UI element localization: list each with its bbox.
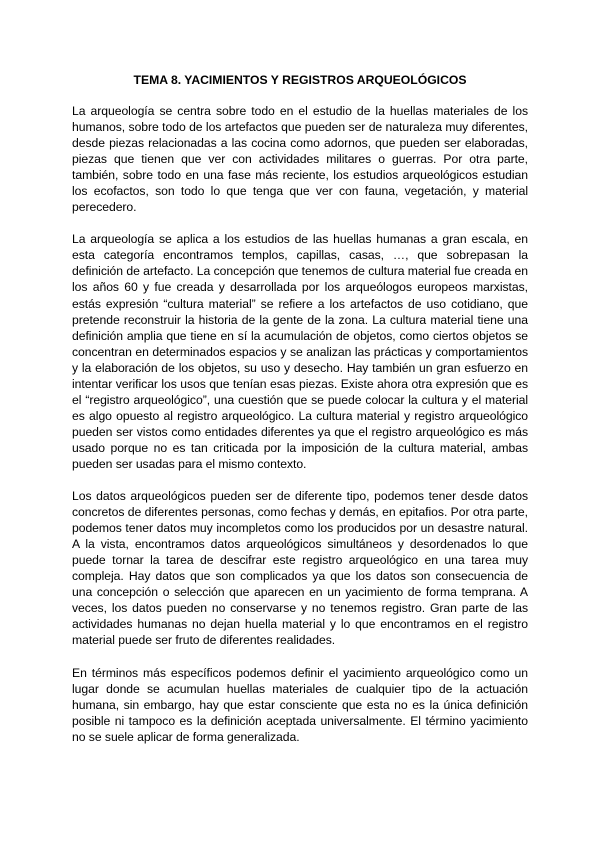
paragraph-3: Los datos arqueológicos pueden ser de diferente tipo, podemos tener desde datos concretos de diferentes personas, como fechas y demás, en epitafios. Por otra parte, podemos tener datos muy incompletos como los producidos por un desastre natural. A la vista, encontramos datos arqueológicos simultáneos y desordenados lo que puede tornar la tarea de descifrar este registro arqueológico en una tarea muy compleja. Hay datos que son complicados ya que los datos son consecuencia de una concepción o selección que aparecen en un yacimiento de forma temprana. A veces, los datos pueden no conservarse y no tenemos registro. Gran parte de las actividades humanas no dejan huella material y lo que encontramos en el registro material puede ser fruto de diferentes realidades.	[72, 489, 528, 648]
paragraph-4: En términos más específicos podemos definir el yacimiento arqueológico como un lugar donde se acumulan huellas materiales de cualquier tipo de la actuación humana, sin embargo, hay que estar consciente que esta no es la única definición posible ni tampoco es la definición aceptada universalmente. El término yacimiento no se suele aplicar de forma generalizada.	[72, 665, 528, 744]
document-title: TEMA 8. YACIMIENTOS Y REGISTROS ARQUEOLÓGICOS	[133, 73, 467, 87]
paragraph-2: La arqueología se aplica a los estudios de las huellas humanas a gran escala, en esta categoría encontramos templos, capillas, casas, …, que sobrepasan la definición de artefacto. La concepción que tenemos de cultura material fue creada en los años 60 y fue creada y desarrollada por los arqueólogos europeos marxistas, estás expresión “cultura material” se refiere a los artefactos de uso cotidiano, que pretende reconstruir la historia de la gente de la zona. La cultura material tiene una definición amplia que tiene en sí la acumulación de objetos, como ciertos objetos se concentran en determinados espacios y se analizan las prácticas y comportamientos y la elaboración de los objetos, su uso y desecho. Hay también un gran esfuerzo en intentar verificar los usos que tenían esas piezas. Existe ahora otra expresión que es el “registro arqueológico”, una cuestión que se puede colocar la cultura y el material es algo opuesto al registro arqueológico. La cultura material y registro arqueológico pueden ser vistos como entidades diferentes ya que el registro arqueológico es más usado porque no es tan criticada por la imposición de la cultura material, ambas pueden ser usadas para el mismo contexto.	[72, 232, 528, 471]
paragraph-1: La arqueología se centra sobre todo en el estudio de la huellas materiales de los humanos, sobre todo de los artefactos que pueden ser de naturaleza muy diferentes, desde piezas relacionadas a las cocina como adornos, que pueden ser elaboradas, piezas que tienen que ver con actividades militares o guerras. Por otra parte, también, sobre todo en una fase más reciente, los estudios arqueológicos estudian los ecofactos, son todo lo que tenga que ver con fauna, vegetación, y material perecedero.	[72, 104, 528, 215]
document-body	[72, 103, 528, 761]
